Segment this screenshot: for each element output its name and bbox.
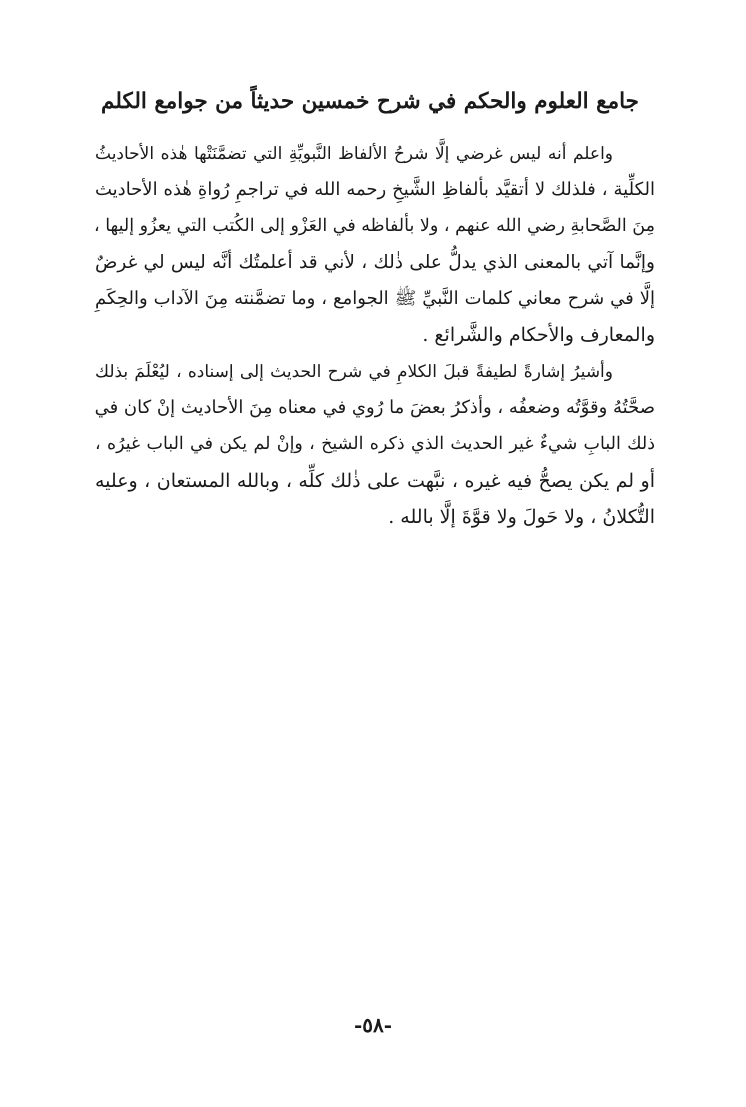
paragraph-line: التُّكلانُ ، ولا حَولَ ولا قوَّةَ إلَّا بالله . xyxy=(388,505,655,528)
page-number: -٥٨- xyxy=(353,1013,393,1037)
paragraph-2 xyxy=(95,354,655,535)
paragraph-line: إلَّا في شرح معاني كلمات النَّبيِّ ﷺ الجوامع ، وما تضمَّنته مِنَ الآداب والحِكَمِ xyxy=(95,287,655,309)
paragraph-line: صحَّتُهُ وقوَّتُه وضعفُه ، وأذكرُ بعضَ ما رُوي في معناه مِنَ الأحاديث إنْ كان في xyxy=(94,397,655,419)
paragraph-line: الكلِّية ، فلذلك لا أتقيَّد بألفاظِ الشَّيخِ رحمه الله في تراجمِ رُواةِ هٰذه الأحاديث xyxy=(95,179,655,201)
paragraph-line: والمعارف والأحكام والشَّرائع . xyxy=(422,323,655,346)
running-title: جامع العلوم والحكم في شرح خمسين حديثاً من جوامع الكلم xyxy=(101,89,639,114)
paragraph-line: وأشيرُ إشارةً لطيفةً قبلَ الكلامِ في شرح الحديث إلى إسناده ، ليُعْلَمَ بذلك xyxy=(95,362,613,382)
paragraph-line: أو لم يكن يصحُّ فيه غيره ، نبَّهت على ذٰلك كلِّه ، وبالله المستعان ، وعليه xyxy=(95,469,655,492)
paragraph-line: مِنَ الصَّحابةِ رضي الله عنهم ، ولا بألفاظه في العَزْو إلى الكُتب التي يعزُو إليها ، xyxy=(94,216,655,237)
paragraph-1 xyxy=(95,136,655,353)
paragraph-line: وإنَّما آتي بالمعنى الذي يدلُّ على ذٰلك ، لأني قد أعلمتُك أنَّه ليس لي غرضٌ xyxy=(95,251,655,273)
paragraph-line: ذلك البابِ شيءٌ غير الحديث الذي ذكره الشيخ ، وإنْ لم يكن في الباب غيرُه ، xyxy=(95,434,655,455)
paragraph-line: واعلم أنه ليس غرضي إلَّا شرحُ الألفاظ النَّبويِّةِ التي تضمَّنَتْها هٰذه الأحاديثُ xyxy=(95,144,613,164)
